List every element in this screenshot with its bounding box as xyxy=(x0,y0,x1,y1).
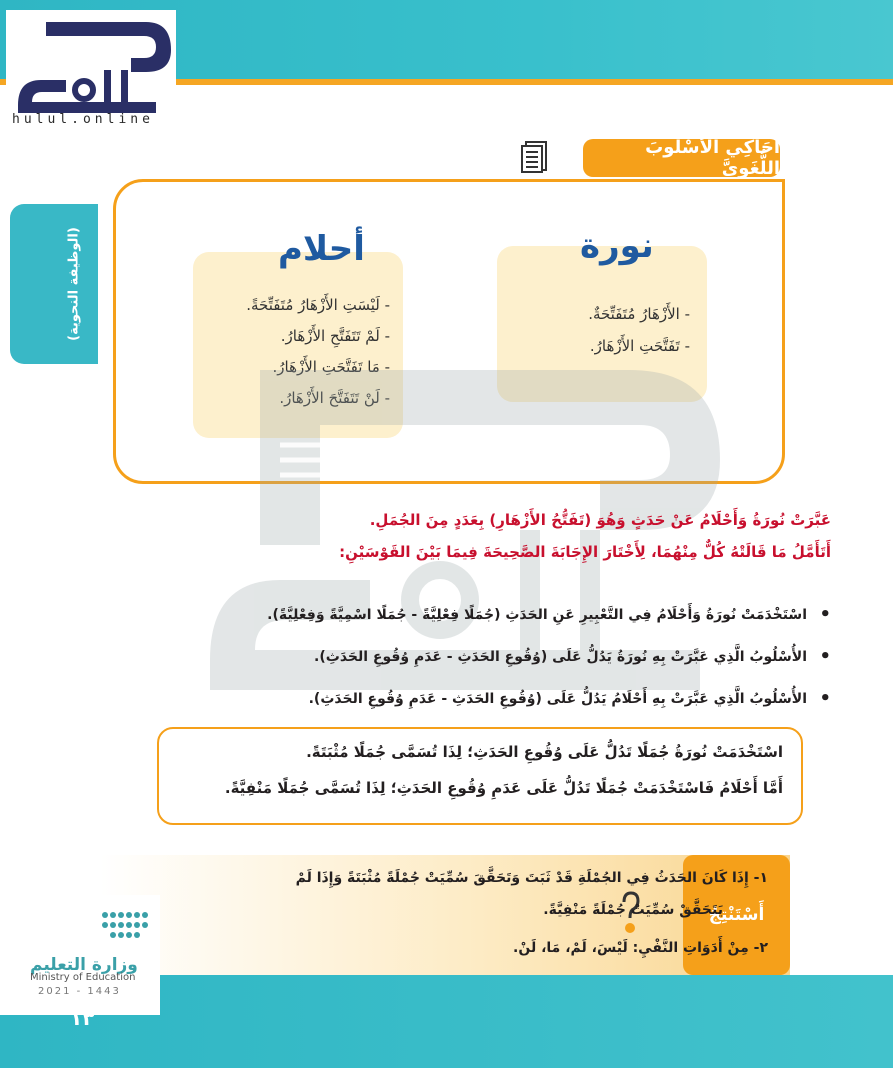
nora-lines xyxy=(510,298,690,362)
deduce-label: أَسْتَنْتِجُ xyxy=(683,855,790,975)
deduce-item-1b: يَتَحَقَّقْ سُمِّيَتْ جُمْلَةً مَنْفِيَّةً. xyxy=(543,902,723,918)
deduce-item-2: ٢- مِنْ أَدَوَاتِ النَّفْيِ: لَيْسَ، لَمْ، مَا، لَنْ. xyxy=(513,940,768,956)
nora-name: نورة xyxy=(580,226,654,266)
ahlam-line: - لَيْسَتِ الأَزْهَارُ مُتَفَتِّحَةً. xyxy=(246,296,390,314)
ministry-name-ar: وزارة التعليم xyxy=(30,955,138,975)
hulul-logo xyxy=(6,10,176,125)
ahlam-line: - لَمْ تَتَفَتَّحِ الأَزْهَارُ. xyxy=(280,327,390,345)
instruction-line-1: عَبَّرَتْ نُورَةُ وَأَحْلَامُ عَنْ حَدَثٍ وَهُوَ (تَفَتُّحُ الأَزْهَارِ) بِعَدَدٍ مِنَ الجُمَلِ. xyxy=(369,511,831,529)
document-icon xyxy=(520,140,550,174)
instruction-line-2: أَتَأَمَّلُ مَا قَالَتْهُ كُلٌّ مِنْهُمَا، لِأَخْتَارَ الإِجَابَةَ الصَّحِيحَةَ فِيمَا بَيْنَ القَوْسَيْنِ: xyxy=(339,543,831,561)
conclusion-line-1: اسْتَخْدَمَتْ نُورَةُ جُمَلًا تَدُلُّ عَلَى وُقُوعِ الحَدَثِ؛ لِذَا تُسَمَّى جُمَلًا مُثْبَتَةً. xyxy=(306,743,783,761)
ministry-year: 2021 - 1443 xyxy=(38,986,121,997)
nora-line: - الأَزْهَارُ مُتَفَتِّحَةٌ. xyxy=(588,305,690,323)
conclusion-box xyxy=(157,727,803,825)
ahlam-line: - مَا تَفَتَّحَتِ الأَزْهَارُ. xyxy=(272,358,390,376)
deduce-item-1a: ١- إِذَا كَانَ الحَدَثُ فِي الجُمْلَةِ قَدْ ثَبَتَ وَتَحَقَّقَ سُمِّيَتْ جُمْلَةً مُثْبَتَةً وَإِذَا لَمْ xyxy=(295,870,768,886)
ministry-dots-icon xyxy=(100,910,150,940)
bullet-item: • اسْتَخْدَمَتْ نُورَةُ وَأَحْلَامُ فِي التَّعْبِيرِ عَنِ الحَدَثِ (جُمَلًا فِعْلِيَّةً - جُمَلًا اسْمِيَّةً وَفِعْلِيَّةً). xyxy=(111,600,831,642)
ahlam-name: أحلام xyxy=(278,229,365,269)
ahlam-line: - لَنْ تَتَفَتَّحَ الأَزْهَارُ. xyxy=(279,389,390,407)
ahlam-lines xyxy=(195,290,390,414)
nora-line: - تَفَتَّحَتِ الأَزْهَارُ. xyxy=(589,337,690,355)
page-number: ١٣ xyxy=(70,1006,95,1030)
section-heading: أُحَاكِي الأُسْلُوبَ اللُّغَوِيَّ xyxy=(583,139,780,177)
bullet-item: • الأُسْلُوبُ الَّذِي عَبَّرَتْ بِهِ أَحْلَامُ يَدُلُّ عَلَى (وُقُوعِ الحَدَثِ - عَدَمِ وُقُوعِ الحَدَثِ). xyxy=(111,684,831,726)
bullet-item: • الأُسْلُوبُ الَّذِي عَبَّرَتْ بِهِ نُورَةُ يَدُلُّ عَلَى (وُقُوعِ الحَدَثِ - عَدَمِ وُقُوعِ الحَدَثِ). xyxy=(111,642,831,684)
side-tab xyxy=(10,204,98,364)
logo-website: hulul.online xyxy=(12,112,154,127)
bullet-list xyxy=(111,600,831,726)
conclusion-line-2: أَمَّا أَحْلَامُ فَاسْتَخْدَمَتْ جُمَلًا تَدُلُّ عَلَى عَدَمِ وُقُوعِ الحَدَثِ؛ لِذَا تُسَمَّى جُمَلًا مَنْفِيَّةً. xyxy=(224,779,783,797)
side-tab-label: (الوظيفة النحوية) xyxy=(66,227,82,341)
ministry-name-en: Ministry of Education xyxy=(30,972,136,983)
